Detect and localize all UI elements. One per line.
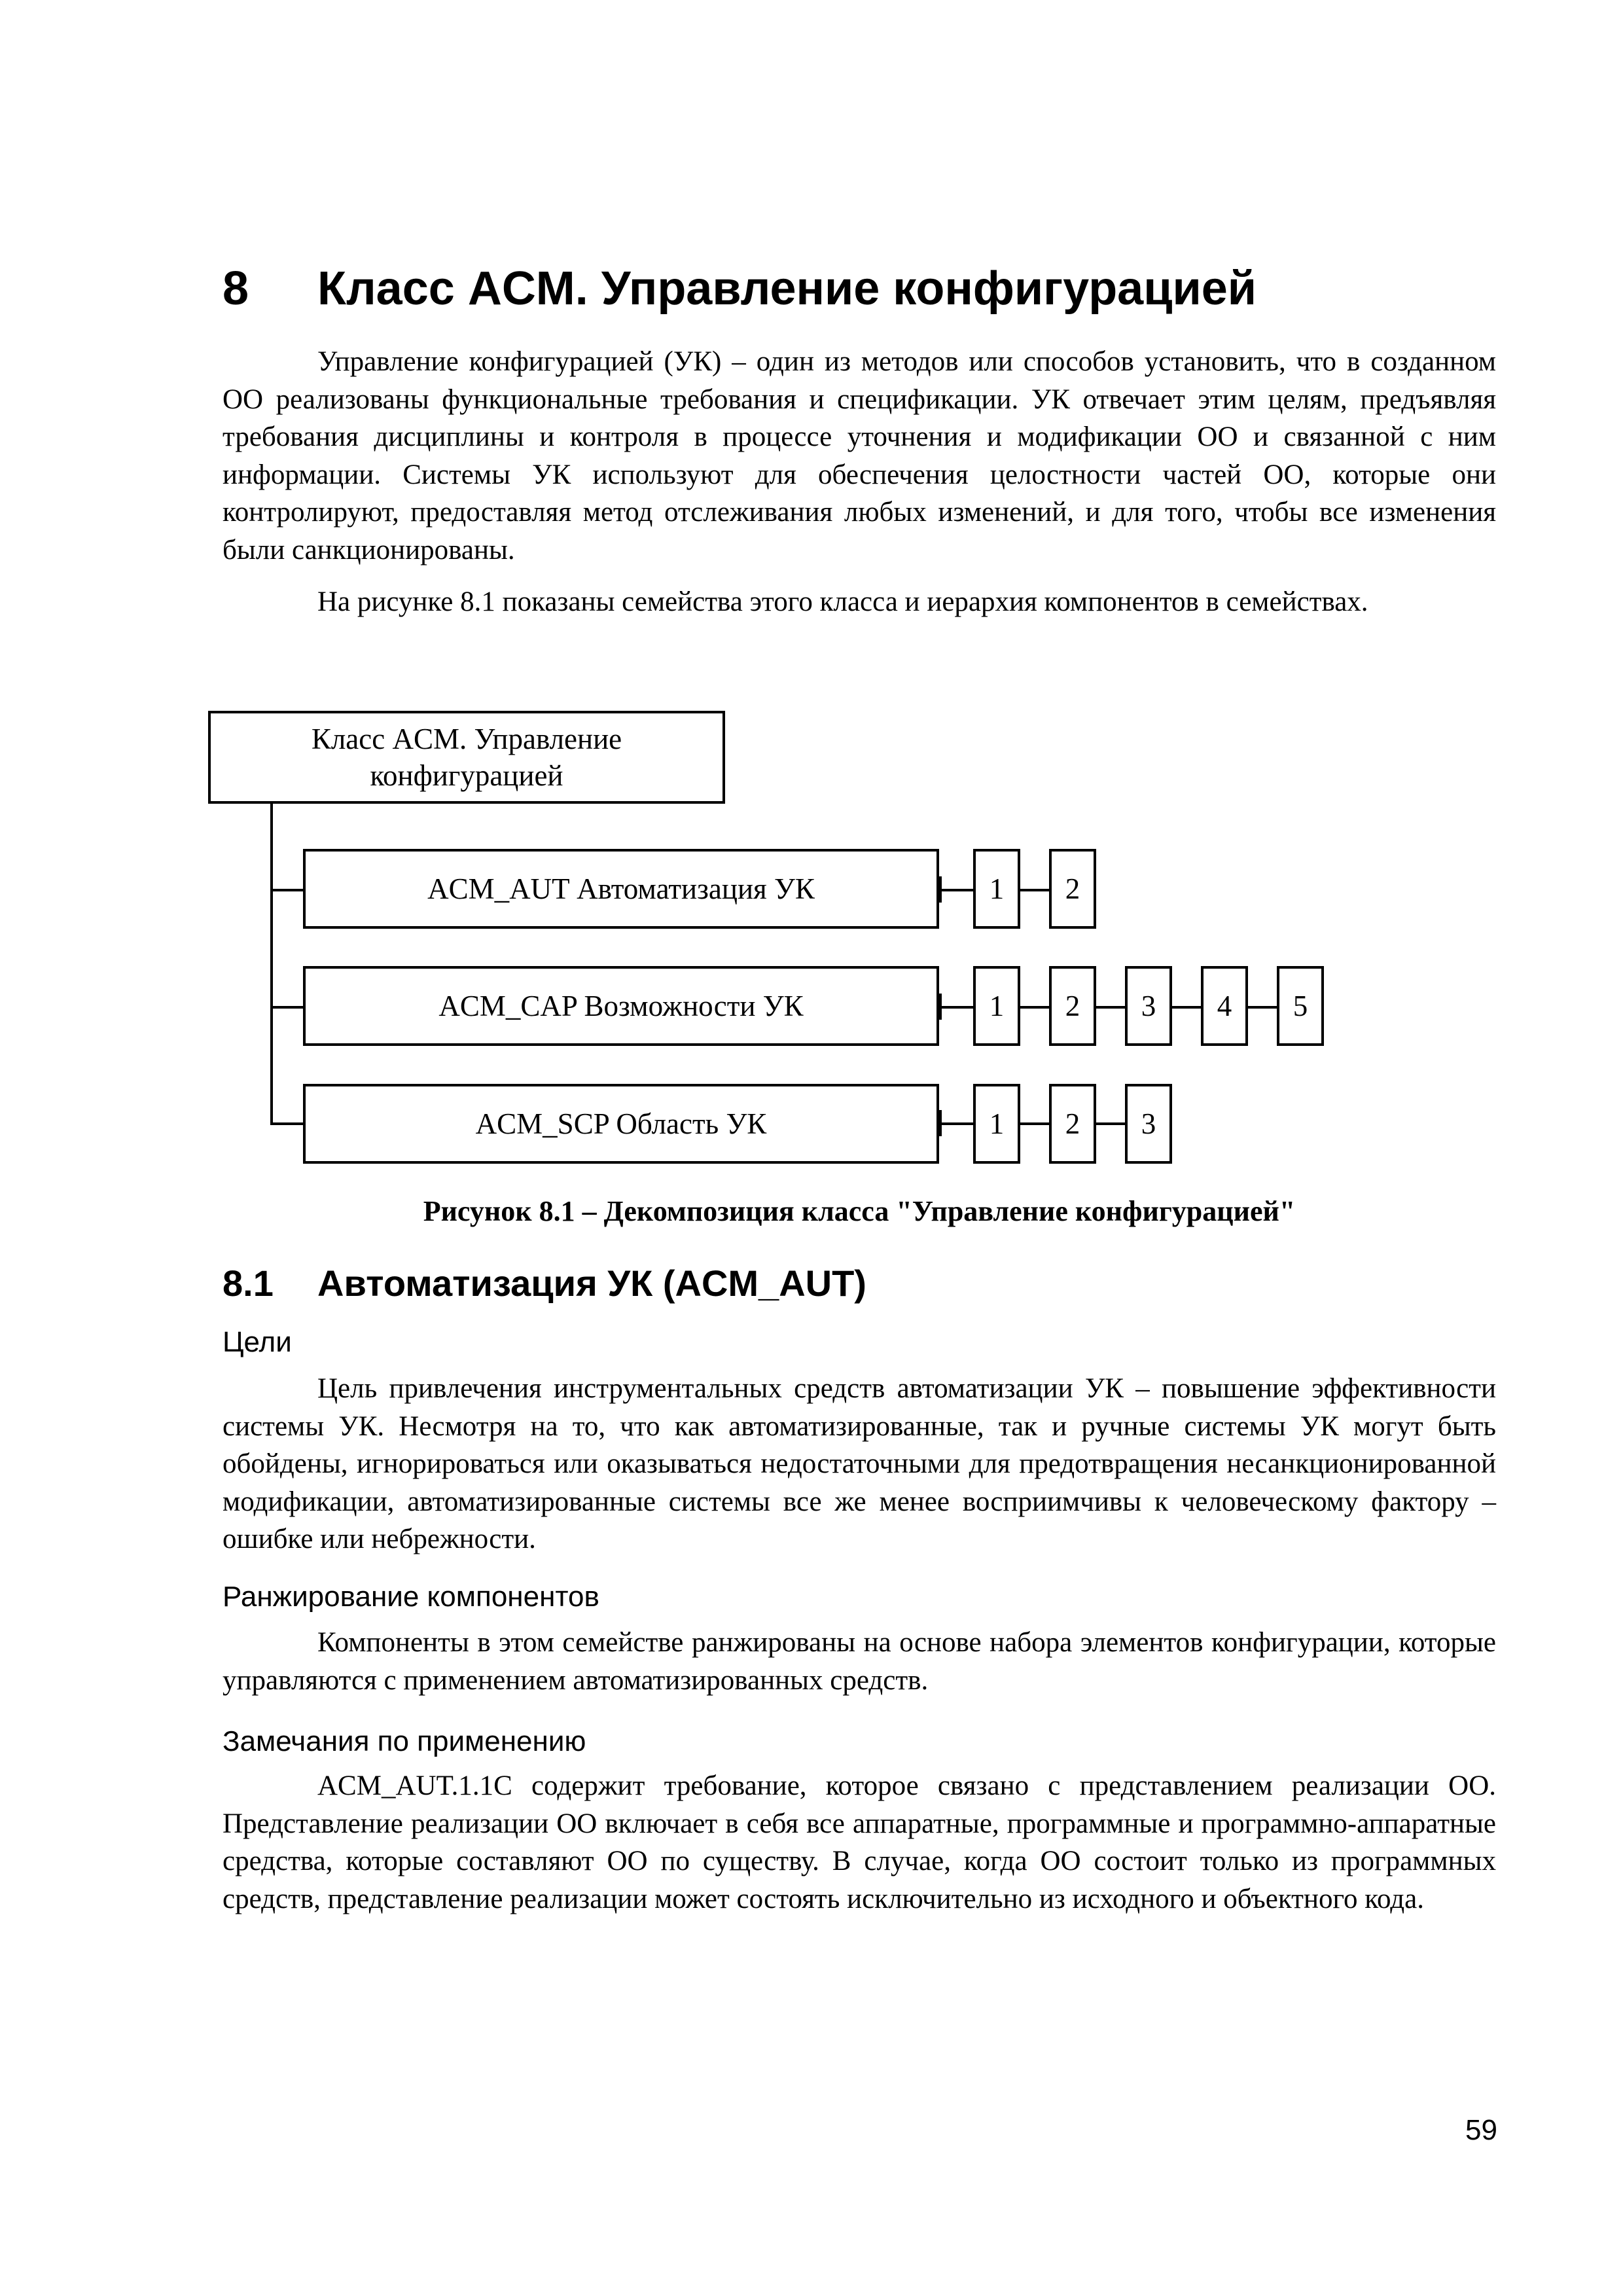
figure-caption: Рисунок 8.1 – Декомпозиция класса "Управление конфигурацией" [423,1195,1296,1227]
tree-trunk-line [270,804,273,1124]
section-title: Автоматизация УК (ACM_AUT) [317,1263,866,1304]
ranking-heading: Ранжирование компонентов [223,1581,599,1613]
intro-paragraph-2: На рисунке 8.1 показаны семейства этого класса и иерархия компонентов в семействах. [317,586,1368,617]
connector-line [1020,1122,1049,1125]
connector-line [1020,889,1049,891]
component-box: 1 [973,966,1020,1046]
connector-tick [939,1110,942,1136]
goals-paragraph: Цель привлечения инструментальных средств автоматизации УК – повышение эффективности системы УК. Несмотря на то, что как автоматизированные, так и ручные системы УК могут быть обойдены, игнорироваться или оказываться недостаточными для предотвращения несанкционированной модификации, автоматизированные системы все же менее восприимчивы к человеческому фактору – ошибке или небрежности. [223,1373,1496,1554]
connector-line [939,1006,973,1009]
connector-line [1172,1006,1201,1009]
component-box: 3 [1125,966,1172,1046]
component-box: 3 [1125,1084,1172,1164]
component-box: 2 [1049,849,1096,929]
section-heading [223,1262,1400,1304]
component-box: 1 [973,1084,1020,1164]
component-box: 2 [1049,1084,1096,1164]
family-box-acm-cap: ACM_CAP Возможности УК [303,966,939,1046]
notes-paragraph: ACM_AUT.1.1C содержит требование, которое связано с представлением реализации ОО. Представление реализации ОО включает в себя все аппаратные, программные и программно-аппаратные средства, которые составляют ОО по существу. В случае, когда ОО состоит только из программных средств, представление реализации может состоять исключительно из исходного и объектного кода. [223,1770,1496,1914]
chapter-heading [223,262,1400,315]
branch-line [270,1006,304,1009]
component-box: 5 [1277,966,1324,1046]
intro-paragraph-1: Управление конфигурацией (УК) – один из методов или способов установить, что в созданном ОО реализованы функциональные требования и спецификации. УК отвечает этим целям, предъявляя требования дисциплины и контроля в процессе уточнения и модификации ОО и связанной с ним информации. Системы УК используют для обеспечения целостности частей ОО, которые они контролируют, предоставляя метод отслеживания любых изменений, и для того, чтобы все изменения были санкционированы. [223,346,1496,565]
connector-line [939,1122,973,1125]
connector-line [1096,1006,1125,1009]
connector-tick [939,876,942,903]
connector-line [1096,1122,1125,1125]
section-number: 8.1 [223,1263,274,1304]
connector-line [1248,1006,1277,1009]
notes-heading: Замечания по применению [223,1725,586,1757]
family-box-acm-aut: ACM_AUT Автоматизация УК [303,849,939,929]
connector-tick [939,994,942,1020]
chapter-number: 8 [223,262,249,315]
connector-line [1020,1006,1049,1009]
component-box: 1 [973,849,1020,929]
family-box-acm-scp: ACM_SCP Область УК [303,1084,939,1164]
page-number: 59 [1465,2114,1497,2146]
class-box: Класс ACM. Управление конфигурацией [208,711,725,804]
ranking-paragraph: Компоненты в этом семействе ранжированы на основе набора элементов конфигурации, которые управляются с применением автоматизированных средств. [223,1627,1496,1696]
component-box: 2 [1049,966,1096,1046]
goals-heading: Цели [223,1326,292,1358]
component-box: 4 [1201,966,1248,1046]
connector-line [939,889,973,891]
branch-line [270,889,304,891]
branch-line [270,1122,304,1125]
chapter-title: Класс ACM. Управление конфигурацией [317,262,1257,315]
